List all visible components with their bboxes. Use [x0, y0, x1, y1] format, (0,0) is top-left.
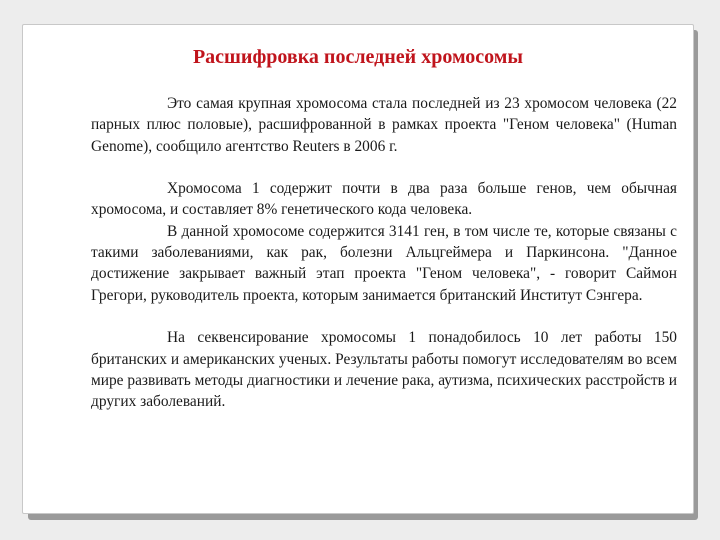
paragraph-chromosome-decoded: Это самая крупная хромосома стала последней из 23 хромосом человека (22 парных плюс половые), расшифрованной в рамках проекта "Геном человека" (Human Genome), сообщило агентство Reuters в 2006 г. [91, 95, 677, 155]
paragraph-diseases-quote: В данной хромосоме содержится 3141 ген, в том числе те, которые связаны с такими заболеваниями, как рак, болезни Альцгеймера и Паркинсона. "Данное достижение закрывает важный этап проекта "Геном человека", - говорит Саймон Грегори, руководитель проекта, которым занимается британский Институт Сэнгера. [91, 222, 677, 304]
slide-title: Расшифровка последней хромосомы [192, 46, 524, 68]
paragraph-gene-count: Хромосома 1 содержит почти в два раза больше генов, чем обычная хромосома, и составляет 8% генетического кода человека. [91, 180, 677, 219]
slide-body [91, 93, 677, 412]
paragraph-sequencing-effort: На секвенсирование хромосомы 1 понадобилось 10 лет работы 150 британских и американских ученых. Результаты работы помогут исследователям во всем мире развивать методы диагностики и лечение рака, аутизма, психических расстройств и других заболеваний. [91, 329, 677, 411]
slide-card [22, 24, 694, 514]
